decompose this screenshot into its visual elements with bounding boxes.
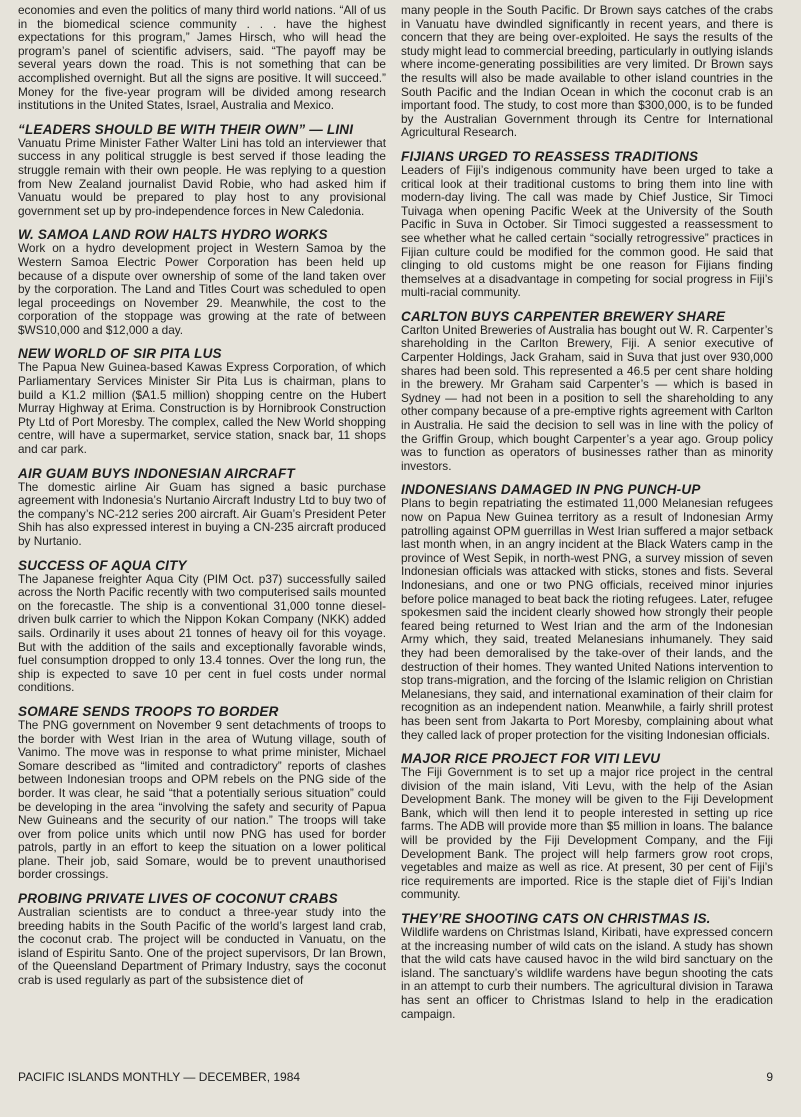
- article-body: Vanuatu Prime Minister Father Walter Lini has told an interviewer that success in any political struggle is best served if those leading the struggle remain with their own people. He was replying to a question from New Zealand journalist David Robie, who had asked him if Vanuatu would be prepared to play host to any provisional government set up by pro-independence forces in New Caledonia.: [18, 135, 386, 218]
- article-somare-troops: [18, 704, 386, 882]
- article-carlton-brewery: [401, 309, 773, 474]
- article-body: Plans to begin repatriating the estimated 11,000 Melanesian refugees now on Papua New Guinea territory as a result of Indonesian Army patrolling against OPM guerrillas in West Irian suffered a major setback last month when, in an angry incident at the Black Waters camp in the province of West Sepik, in north-west PNG, a survey mission of seven Indonesian officials was attacked with sticks, stones and fists. Several Indonesians, and one or two PNG officials, received minor injuries before police managed to beat back the rioting refugees. Later, refugee spokesmen said the incident clearly showed how strongly their people feared being returned to West Irian and the arm of the Indonesian Army which, they said, treated Melanesians inhumanely. They said they had been demoralised by the take-over of their lands, and the destruction of their homes. They wanted United Nations intervention to stop trans-migration, and the forcing of the Islamic religion on Christian Melanesians, they said, and international examination of their claim for recognition as an independent nation. Meanwhile, a fairly shrill protest has been sent from Jakarta to Port Moresby, complaining about what they called lack of proper protection for the visiting Indonesian officials.: [401, 496, 773, 742]
- publication-line: PACIFIC ISLANDS MONTHLY — DECEMBER, 1984: [18, 1070, 301, 1084]
- article-headline: FIJIANS URGED TO REASSESS TRADITIONS: [401, 148, 699, 164]
- article-samoa-hydro: [18, 227, 386, 337]
- article-christmas-island-cats: [401, 911, 773, 1021]
- article-fijian-traditions: [401, 149, 773, 300]
- article-body: The Papua New Guinea-based Kawas Express Corporation, of which Parliamentary Services Minister Sir Pita Lus is chairman, plans to build a K1.2 million ($A1.5 million) shopping centre on the Hubert Murray Highway at Erima. Construction is by Hornibrook Construction Pty Ltd of Port Moresby. The complex, called the New World shopping centre, will have a supermarket, service station, snack bar, 11 shops and car park.: [18, 360, 386, 457]
- page-footer: [18, 1070, 773, 1084]
- article-headline: THEY’RE SHOOTING CATS ON CHRISTMAS IS.: [401, 911, 711, 927]
- article-aqua-city: [18, 558, 386, 695]
- article-viti-levu-rice: [401, 751, 773, 902]
- article-body: many people in the South Pacific. Dr Brown says catches of the crabs in Vanuatu have dwindled significantly in recent years, and there is concern that they are being over-exploited. He says the results of the study might lead to commercial breeding, particularly in outlying islands where income-generating possibilities are very limited. Dr Brown says the results will also be made available to other island countries in the South Pacific and the Indian Ocean in which the coconut crab is an important food. The study, to cost more than $300,000, is to be funded by the Australian Government through its Centre for International Agricultural Research.: [401, 3, 773, 140]
- article-body: Work on a hydro development project in Western Samoa by the Western Samoa Electric Power Corporation has been held up because of a dispute over ownership of some of the land taken over by the corporation. The Land and Titles Court was scheduled to open legal proceedings on November 29. Meanwhile, the cost to the corporation of the stoppage was growing at the rate of between $WS10,000 and $12,000 a day.: [18, 241, 386, 337]
- article-headline: “LEADERS SHOULD BE WITH THEIR OWN” — LINI: [18, 121, 354, 137]
- article-body: The PNG government on November 9 sent detachments of troops to the border with West Irian in the area of Wutung village, south of Vanimo. The move was in response to what prime minister, Michael Somare described as “limited and contradictory” reports of clashes between Indonesian troops and OPM rebels on the PNG side of the border. It was clear, he said “that a potentially serious situation” could be developing in the area “involving the safety and security of Papua New Guineans and the security of our nation.” The troops will take over from police units which until now PNG has used for border patrols, partly in an effort to keep the situation on a lower political plane. Their job, said Somare, would be to prevent unauthorised border crossings.: [18, 717, 386, 882]
- article-headline: CARLTON BUYS CARPENTER BREWERY SHARE: [401, 308, 726, 324]
- article-body: Wildlife wardens on Christmas Island, Kiribati, have expressed concern at the increasing number of wild cats on the island. A study has shown that the wild cats have caused havoc in the wild bird sanctuary on the island. The sanctuary’s wildlife wardens have begun shooting the cats in an attempt to curb their numbers. The agricultural division in Tarawa has sent an officer to Christmas Island to help in the eradication campaign.: [401, 925, 773, 1021]
- article-body: The Japanese freighter Aqua City (PIM Oct. p37) successfully sailed across the North Pacific recently with two computerised sails mounted on the forecastle. The ship is a conventional 31,000 tonne diesel-driven bulk carrier to which the Nippon Kokan Company (NKK) added sails. Ordinarily it uses about 21 tonnes of heavy oil for this voyage. But with the addition of the sails and exceptionally favorable winds, fuel consumption dropped to only 13.4 tonnes. Over the long run, the ship is expected to save 10 per cent in fuel costs under normal conditions.: [18, 571, 386, 695]
- article-headline: AIR GUAM BUYS INDONESIAN AIRCRAFT: [18, 465, 295, 481]
- article-body: Leaders of Fiji’s indigenous community have been urged to take a critical look at their traditional customs to bring them into line with modern-day living. The call was made by Chief Justice, Sir Timoci Tuivaga when opening Pacific Week at the University of the South Pacific in Suva in October. Sir Timoci suggested a reassessment to see whether what he called certain “socially retrogressive” practices in Fijian culture could be modified for the common good. He said that clinging to old customs might be one reason for Fijians finding themselves at a disadvantage in competing for social progress in Fiji’s multi-racial community.: [401, 162, 773, 300]
- article-air-guam: [18, 466, 386, 549]
- article-body: economies and even the politics of many third world nations. “All of us in the biomedical science community . . . have the highest expectations for this program,” James Hirsch, who will head the program’s panel of scientific advisers, said. “The payoff may be several years down the road. This is not something that can be accomplished overnight. But all the signs are positive. It will succeed.” Money for the five-year program will be divided among research institutions in the United States, Israel, Australia and Mexico.: [18, 3, 386, 113]
- right-column: [401, 4, 773, 1030]
- article-headline: PROBING PRIVATE LIVES OF COCONUT CRABS: [18, 891, 338, 907]
- article-body: Australian scientists are to conduct a three-year study into the breeding habits in the South Pacific of the world’s largest land crab, the coconut crab. The project will be conducted in Vanuatu, on the island of Espiritu Santo. One of the project supervisors, Dr Ian Brown, of the Queensland Department of Primary Industry, says the coconut crab is used regularly as part of the subsistence diet of: [18, 905, 386, 988]
- article-body: The domestic airline Air Guam has signed a basic purchase agreement with Indonesia’s Nurtanio Aircraft Industry Ltd to buy two of the company’s NC-212 series 200 aircraft. Air Guam’s President Peter Shih has also expressed interest in buying a CN-235 aircraft produced by Nurtanio.: [18, 479, 386, 548]
- article-headline: INDONESIANS DAMAGED IN PNG PUNCH-UP: [401, 482, 701, 498]
- article-continued-biomedical: [18, 4, 386, 113]
- article-body: Carlton United Breweries of Australia has bought out W. R. Carpenter’s shareholding in the Carlton Brewery, Fiji. A senior executive of Carpenter Holdings, Jack Graham, said in Suva that just over 930,000 shares had been sold. This represented a 46.5 per cent share holding in the brewery. Mr Graham said Carpenter’s — which is based in Sydney — had not been in a position to sell the shareholding to any other company because of a pre-emptive rights agreement with Carlton in Australia. He said the decision to sell was in line with the policy of the Griffin Group, which bought Carpenter’s a year ago. Group policy was to function as operators of businesses rather than as minority investors.: [401, 322, 773, 473]
- article-coconut-crabs: [18, 891, 386, 988]
- article-png-punch-up: [401, 482, 773, 742]
- left-column: [18, 4, 386, 997]
- page-number: 9: [766, 1070, 773, 1084]
- article-headline: W. SAMOA LAND ROW HALTS HYDRO WORKS: [18, 227, 328, 243]
- article-headline: SUCCESS OF AQUA CITY: [18, 557, 187, 573]
- article-lini: [18, 122, 386, 219]
- article-continued-coconut-crabs: [401, 4, 773, 140]
- article-pita-lus: [18, 346, 386, 456]
- article-headline: SOMARE SENDS TROOPS TO BORDER: [18, 703, 279, 719]
- article-headline: MAJOR RICE PROJECT FOR VITI LEVU: [401, 751, 661, 767]
- article-headline: NEW WORLD OF SIR PITA LUS: [18, 346, 222, 362]
- article-body: The Fiji Government is to set up a major rice project in the central division of the main island, Viti Levu, with the help of the Asian Development Bank. The money will be given to the Fiji Development Bank, which will then lend it to people interested in setting up rice farms. The ADB will provide more than $5 million in loans. The balance will be provided by the Fiji Development Company, and the Fiji Development Bank. The project will help farmers grow root crops, vegetables and maize as well as rice. At present, 30 per cent of Fiji’s rice requirements are imported. Rice is the staple diet of Fiji’s Indian community.: [401, 765, 773, 902]
